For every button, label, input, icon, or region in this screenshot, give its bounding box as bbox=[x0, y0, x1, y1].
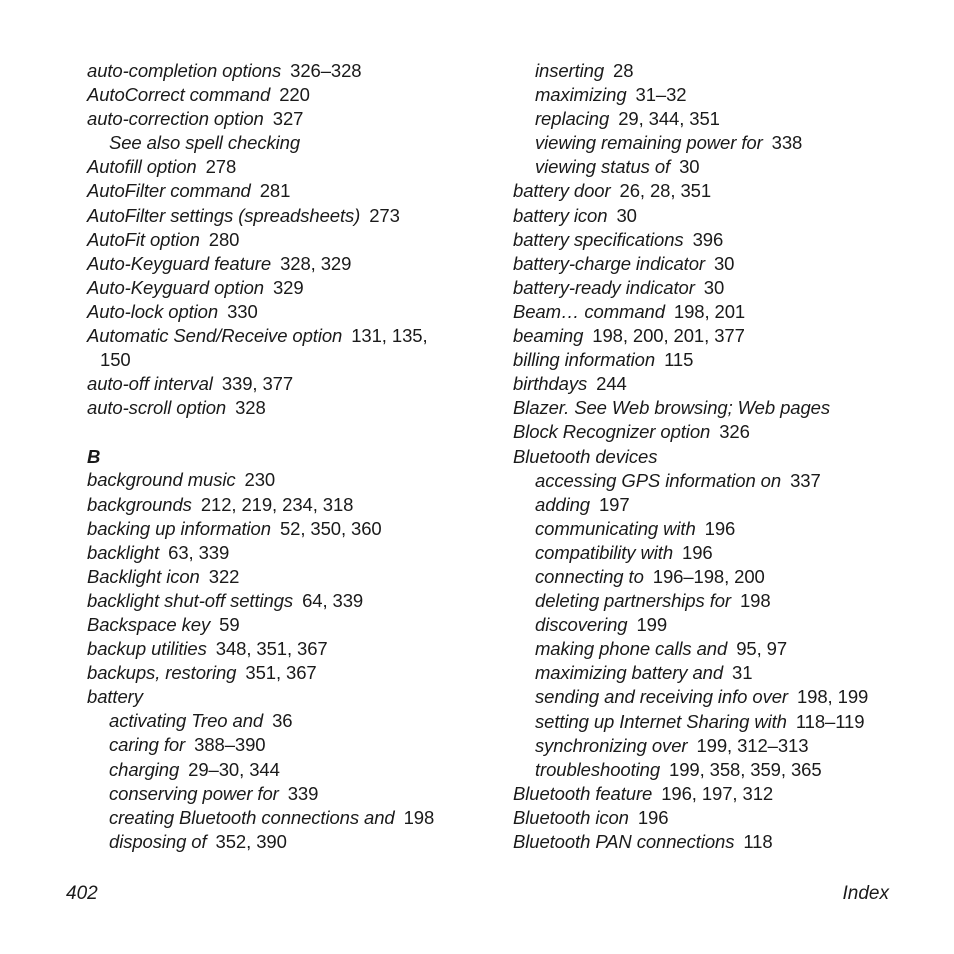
index-page-refs: 115 bbox=[664, 349, 694, 371]
index-page-refs: 351, 367 bbox=[245, 662, 317, 684]
index-term: viewing remaining power for bbox=[535, 132, 763, 154]
index-subentry bbox=[513, 637, 913, 661]
index-subentry bbox=[513, 493, 913, 517]
index-entry bbox=[87, 372, 487, 396]
index-page-refs: 30 bbox=[616, 204, 637, 226]
index-term: setting up Internet Sharing with bbox=[535, 710, 787, 732]
index-entry bbox=[87, 228, 487, 252]
index-entry bbox=[87, 396, 487, 420]
index-term: AutoFilter settings (spreadsheets) bbox=[87, 204, 361, 226]
index-term: Auto-Keyguard feature bbox=[87, 252, 272, 274]
index-entry bbox=[87, 155, 487, 179]
index-subentry bbox=[513, 131, 913, 155]
index-term: auto-correction option bbox=[87, 108, 264, 130]
index-term: Autofill option bbox=[87, 156, 197, 178]
index-subentry bbox=[513, 59, 913, 83]
index-term: Auto-Keyguard option bbox=[87, 276, 264, 298]
index-term: backing up information bbox=[87, 517, 271, 539]
index-term: Backlight icon bbox=[87, 565, 200, 587]
index-term: inserting bbox=[535, 60, 605, 81]
index-term: battery-ready indicator bbox=[513, 276, 695, 298]
index-page-refs: 337 bbox=[790, 469, 821, 491]
index-term: disposing of bbox=[109, 830, 207, 852]
index-page-refs: 29–30, 344 bbox=[188, 758, 280, 780]
index-page-refs: 59 bbox=[219, 613, 240, 635]
index-term: Bluetooth feature bbox=[513, 782, 653, 804]
index-term: battery icon bbox=[513, 204, 608, 226]
index-subentry bbox=[513, 685, 913, 709]
index-term: replacing bbox=[535, 108, 610, 130]
index-page-refs: 348, 351, 367 bbox=[215, 638, 328, 660]
index-entry bbox=[87, 348, 487, 372]
index-entry bbox=[513, 300, 913, 324]
index-term: deleting partnerships for bbox=[535, 590, 731, 612]
index-term: Backspace key bbox=[87, 613, 211, 635]
index-page-refs: 28 bbox=[613, 60, 634, 81]
index-page-refs: 95, 97 bbox=[736, 638, 788, 660]
index-term: backlight shut-off settings bbox=[87, 589, 294, 611]
index-term: conserving power for bbox=[109, 782, 279, 804]
index-section-a-continued bbox=[87, 59, 487, 420]
index-term: connecting to bbox=[535, 565, 644, 587]
index-term: compatibility with bbox=[535, 541, 674, 563]
section-gap bbox=[87, 420, 487, 434]
index-page-refs: 328, 329 bbox=[280, 252, 352, 274]
index-term: battery door bbox=[513, 180, 611, 202]
index-entry bbox=[87, 493, 487, 517]
index-page-refs: 338 bbox=[771, 132, 803, 154]
index-page-refs: 396 bbox=[692, 228, 724, 250]
index-term: See also spell checking bbox=[109, 132, 301, 154]
index-term: AutoCorrect command bbox=[87, 84, 271, 106]
index-entry bbox=[513, 348, 913, 372]
index-term: AutoFit option bbox=[87, 228, 200, 250]
index-subentry bbox=[87, 806, 487, 830]
index-page-refs: 322 bbox=[208, 565, 240, 587]
index-entry bbox=[87, 637, 487, 661]
index-term: background music bbox=[87, 469, 236, 491]
index-page-refs: 36 bbox=[272, 710, 293, 732]
index-subentry bbox=[513, 589, 913, 613]
index-term: maximizing bbox=[535, 84, 627, 106]
index-term: activating Treo and bbox=[109, 710, 264, 732]
index-page-refs: 326–328 bbox=[290, 60, 362, 81]
index-term: Auto-lock option bbox=[87, 300, 219, 322]
index-term: synchronizing over bbox=[535, 734, 688, 756]
index-entry bbox=[513, 204, 913, 228]
index-page-refs: 198, 200, 201, 377 bbox=[592, 325, 745, 347]
index-term: battery-charge indicator bbox=[513, 252, 705, 274]
index-subentry bbox=[513, 734, 913, 758]
index-term: backups, restoring bbox=[87, 662, 237, 684]
index-term: auto-scroll option bbox=[87, 397, 227, 419]
index-entry bbox=[513, 252, 913, 276]
index-page-refs: 199, 312–313 bbox=[696, 734, 809, 756]
index-entry bbox=[513, 396, 913, 420]
index-entry bbox=[87, 83, 487, 107]
index-term: viewing status of bbox=[535, 156, 671, 178]
index-term: battery bbox=[87, 686, 143, 708]
index-term: accessing GPS information on bbox=[535, 469, 782, 491]
page-number: 402 bbox=[66, 883, 98, 904]
index-term: Block Recognizer option bbox=[513, 421, 711, 443]
index-subentry bbox=[87, 709, 487, 733]
index-term: Bluetooth devices bbox=[513, 445, 658, 467]
index-subentry bbox=[513, 469, 913, 493]
index-column-right bbox=[513, 59, 913, 854]
index-subentry bbox=[513, 83, 913, 107]
index-term: sending and receiving info over bbox=[535, 686, 788, 708]
index-section-b bbox=[87, 468, 487, 854]
index-subentry bbox=[513, 565, 913, 589]
index-entry bbox=[513, 445, 913, 469]
index-entry bbox=[87, 204, 487, 228]
index-subentry bbox=[513, 541, 913, 565]
index-entry bbox=[87, 179, 487, 203]
index-page-refs: 63, 339 bbox=[168, 541, 230, 563]
index-subentry bbox=[513, 107, 913, 131]
index-entry bbox=[87, 541, 487, 565]
index-entry bbox=[87, 252, 487, 276]
index-term: battery specifications bbox=[513, 228, 684, 250]
index-entry bbox=[87, 565, 487, 589]
index-term: birthdays bbox=[513, 373, 588, 395]
index-page-refs: 220 bbox=[279, 84, 310, 106]
index-subentry bbox=[87, 733, 487, 757]
index-entry bbox=[513, 806, 913, 830]
index-page-refs: 131, 135, bbox=[351, 325, 428, 347]
index-page-refs: 118–119 bbox=[795, 710, 865, 732]
index-page-refs: 196 bbox=[704, 517, 736, 539]
index-page-refs: 199 bbox=[636, 614, 668, 636]
index-page-refs: 198, 199 bbox=[796, 686, 869, 708]
index-section-b-continued bbox=[513, 59, 913, 854]
index-page-refs: 273 bbox=[369, 204, 400, 226]
index-page-refs: 26, 28, 351 bbox=[619, 180, 712, 202]
index-subentry bbox=[513, 661, 913, 685]
index-subentry bbox=[87, 782, 487, 806]
index-entry bbox=[513, 372, 913, 396]
index-term: making phone calls and bbox=[535, 638, 728, 660]
index-page-refs: 30 bbox=[703, 276, 725, 298]
index-entry bbox=[87, 589, 487, 613]
index-term: Bluetooth icon bbox=[513, 806, 629, 828]
index-entry bbox=[87, 107, 487, 131]
index-entry bbox=[513, 324, 913, 348]
index-entry bbox=[87, 685, 487, 709]
index-page-refs: 30 bbox=[679, 156, 700, 178]
index-term: backup utilities bbox=[87, 638, 207, 660]
index-page-refs: 244 bbox=[596, 373, 627, 395]
index-page-refs: 64, 339 bbox=[302, 589, 364, 611]
index-entry bbox=[87, 468, 487, 492]
index-term: troubleshooting bbox=[535, 758, 661, 780]
index-entry bbox=[87, 300, 487, 324]
index-page-refs: 339, 377 bbox=[221, 373, 294, 395]
index-term: backlight bbox=[87, 541, 160, 563]
index-term: billing information bbox=[513, 349, 656, 371]
index-term: charging bbox=[109, 758, 180, 780]
index-page-refs: 198 bbox=[403, 806, 435, 828]
index-term: discovering bbox=[535, 614, 628, 636]
index-subentry bbox=[513, 710, 913, 734]
index-subentry bbox=[513, 613, 913, 637]
index-page-refs: 328 bbox=[235, 397, 266, 419]
index-entry bbox=[87, 661, 487, 685]
index-page-refs: 198 bbox=[739, 590, 771, 612]
index-subentry bbox=[513, 155, 913, 179]
index-page-refs: 197 bbox=[598, 493, 630, 515]
index-page-refs: 118 bbox=[743, 831, 773, 852]
index-entry bbox=[87, 324, 487, 348]
index-page-refs: 281 bbox=[259, 180, 291, 202]
index-term: communicating with bbox=[535, 517, 696, 539]
index-term: beaming bbox=[513, 325, 584, 347]
index-page-refs: 52, 350, 360 bbox=[279, 517, 382, 539]
index-term: auto-completion options bbox=[87, 60, 282, 81]
index-term: creating Bluetooth connections and bbox=[109, 806, 395, 828]
index-subentry bbox=[87, 830, 487, 854]
index-page-refs: 280 bbox=[208, 228, 240, 250]
index-page-refs: 199, 358, 359, 365 bbox=[669, 758, 822, 780]
index-page-refs: 352, 390 bbox=[215, 830, 287, 852]
index-subentry bbox=[87, 758, 487, 782]
index-page-refs: 339 bbox=[287, 782, 319, 804]
index-page-refs: 327 bbox=[272, 108, 304, 130]
index-term: Bluetooth PAN connections bbox=[513, 831, 735, 852]
index-term: maximizing battery and bbox=[535, 662, 724, 684]
index-term: caring for bbox=[109, 734, 186, 756]
index-page-refs: 150 bbox=[100, 349, 131, 371]
index-entry bbox=[513, 228, 913, 252]
index-page-refs: 212, 219, 234, 318 bbox=[200, 493, 354, 515]
index-term: Beam… command bbox=[513, 300, 665, 322]
index-entry bbox=[87, 276, 487, 300]
index-entry bbox=[87, 59, 487, 83]
index-page-refs: 198, 201 bbox=[673, 300, 746, 322]
index-page-refs: 31–32 bbox=[635, 84, 687, 106]
index-term: Automatic Send/Receive option bbox=[87, 325, 343, 347]
index-page-refs: 30 bbox=[713, 252, 735, 274]
index-page-refs: 326 bbox=[719, 421, 750, 443]
index-entry bbox=[87, 517, 487, 541]
index-page-refs: 196 bbox=[637, 806, 669, 828]
index-term: adding bbox=[535, 493, 590, 515]
footer-section-title: Index bbox=[842, 883, 889, 904]
index-page-refs: 330 bbox=[227, 300, 258, 322]
index-entry bbox=[513, 830, 913, 854]
index-page-refs: 196–198, 200 bbox=[652, 565, 765, 587]
index-page-refs: 329 bbox=[272, 276, 304, 298]
index-column-left bbox=[87, 59, 487, 854]
index-term: AutoFilter command bbox=[87, 180, 251, 202]
index-page-refs: 29, 344, 351 bbox=[618, 108, 720, 130]
index-page-refs: 278 bbox=[205, 156, 237, 178]
index-page-refs: 230 bbox=[244, 469, 276, 491]
index-page-refs: 196 bbox=[682, 541, 713, 563]
index-letter-heading: B bbox=[87, 446, 101, 468]
index-entry bbox=[87, 613, 487, 637]
index-term: Blazer. See Web browsing; Web pages bbox=[513, 397, 830, 419]
index-entry bbox=[513, 276, 913, 300]
index-entry bbox=[513, 179, 913, 203]
index-entry bbox=[513, 782, 913, 806]
index-term: auto-off interval bbox=[87, 373, 213, 395]
index-page-refs: 388–390 bbox=[194, 734, 266, 756]
index-term: backgrounds bbox=[87, 493, 192, 515]
index-page-refs: 196, 197, 312 bbox=[661, 782, 774, 804]
index-entry bbox=[513, 420, 913, 444]
index-page-refs: 31 bbox=[732, 662, 753, 684]
index-subentry bbox=[513, 517, 913, 541]
index-subentry bbox=[513, 758, 913, 782]
index-subentry bbox=[87, 131, 487, 155]
